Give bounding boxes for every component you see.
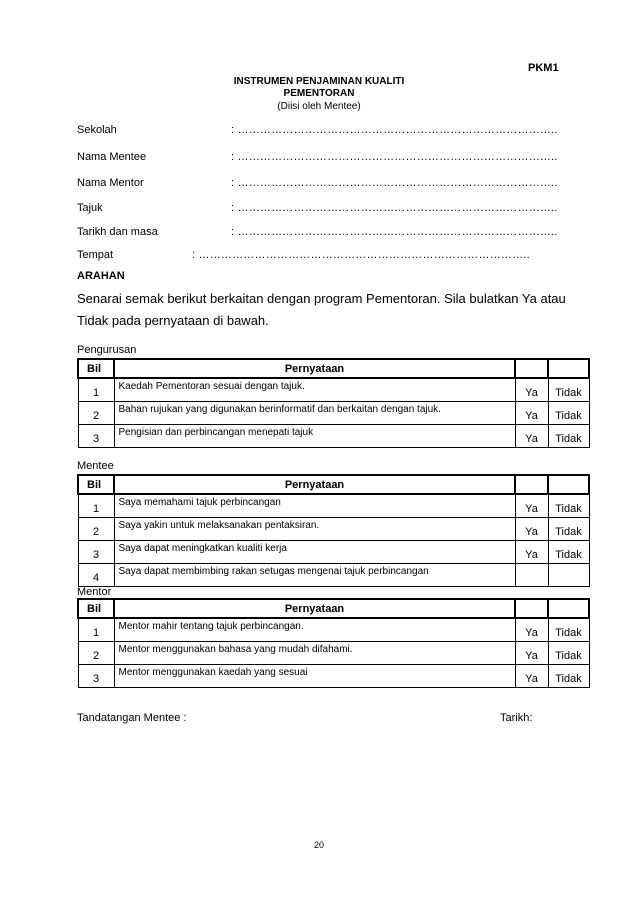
tidak-option[interactable]: Tidak	[548, 665, 589, 688]
table-row	[78, 618, 589, 642]
tidak-option[interactable]: Tidak	[548, 518, 589, 541]
ya-option[interactable]: Ya	[515, 642, 548, 665]
tidak-option[interactable]: Tidak	[548, 541, 589, 564]
tidak-option[interactable]: Tidak	[548, 402, 589, 425]
table-row	[78, 518, 589, 541]
ya-option[interactable]: Ya	[515, 494, 548, 518]
field-tajuk[interactable]: : …………………………………………………………………………..	[231, 202, 558, 214]
table-row	[78, 425, 589, 448]
column-header-bil: Bil	[78, 475, 114, 494]
statement-text: Mentor mahir tentang tajuk perbincangan.	[114, 618, 515, 642]
form-code: PKM1	[528, 62, 559, 74]
table-row	[78, 564, 589, 587]
table-pengurusan	[77, 358, 590, 448]
table-mentee	[77, 474, 590, 587]
column-header-blank	[515, 359, 548, 378]
field-nama-mentor[interactable]: : …………………………………………………………………………..	[231, 177, 558, 189]
row-number: 1	[78, 494, 114, 518]
arahan-heading: ARAHAN	[77, 270, 125, 282]
statement-text: Saya dapat membimbing rakan setugas mengenai tajuk perbincangan	[114, 564, 515, 587]
column-header-bil: Bil	[78, 359, 114, 378]
column-header-blank	[548, 475, 589, 494]
field-tempat[interactable]: : ……………………………………………………………………………..	[192, 249, 530, 261]
column-header-blank	[515, 599, 548, 618]
statement-text: Kaedah Pementoran sesuai dengan tajuk.	[114, 378, 515, 402]
statement-text: Saya yakin untuk melaksanakan pentaksiran.	[114, 518, 515, 541]
ya-option[interactable]: Ya	[515, 665, 548, 688]
section-label-pengurusan: Pengurusan	[77, 344, 137, 356]
field-label-tempat: Tempat	[77, 249, 114, 261]
ya-option[interactable]: Ya	[515, 618, 548, 642]
table-row	[78, 378, 589, 402]
form-subtitle: (Diisi oleh Mentee)	[277, 101, 361, 112]
page-number: 20	[313, 840, 324, 850]
ya-option[interactable]: Ya	[515, 425, 548, 448]
column-header-blank	[548, 359, 589, 378]
tidak-option[interactable]	[548, 564, 589, 587]
tidak-option[interactable]: Tidak	[548, 494, 589, 518]
ya-option[interactable]	[515, 564, 548, 587]
row-number: 2	[78, 642, 114, 665]
table-row	[78, 402, 589, 425]
form-title-line2: PEMENTORAN	[283, 88, 355, 99]
column-header-blank	[548, 599, 589, 618]
row-number: 3	[78, 425, 114, 448]
statement-text: Saya dapat meningkatkan kualiti kerja	[114, 541, 515, 564]
tidak-option[interactable]: Tidak	[548, 378, 589, 402]
column-header-bil: Bil	[78, 599, 114, 618]
row-number: 3	[78, 665, 114, 688]
column-header-pernyataan: Pernyataan	[114, 599, 515, 618]
field-label-tajuk: Tajuk	[77, 202, 103, 214]
field-tarikh-masa[interactable]: : …………………………………………………………………………..	[231, 226, 558, 238]
field-label-nama-mentee: Nama Mentee	[77, 151, 147, 163]
statement-text: Pengisian dan perbincangan menepati tajuk	[114, 425, 515, 448]
column-header-pernyataan: Pernyataan	[114, 359, 515, 378]
row-number: 2	[78, 518, 114, 541]
statement-text: Mentor menggunakan bahasa yang mudah difahami.	[114, 642, 515, 665]
table-mentor	[77, 598, 590, 688]
signature-mentee-label: Tandatangan Mentee :	[77, 712, 187, 724]
row-number: 1	[78, 378, 114, 402]
section-label-mentor: Mentor	[77, 586, 112, 598]
arahan-text: Senarai semak berikut berkaitan dengan program Pementoran. Sila bulatkan Ya atau Tidak pada pernyataan di bawah.	[77, 291, 566, 328]
section-label-mentee: Mentee	[77, 460, 114, 472]
column-header-blank	[515, 475, 548, 494]
statement-text: Mentor menggunakan kaedah yang sesuai	[114, 665, 515, 688]
field-label-sekolah: Sekolah	[77, 124, 117, 136]
signature-date-label: Tarikh:	[500, 712, 533, 724]
tidak-option[interactable]: Tidak	[548, 642, 589, 665]
field-nama-mentee[interactable]: : …………………………………………………………………………..	[231, 151, 558, 163]
field-sekolah[interactable]: : …………………………………………………………………………..	[231, 124, 558, 136]
ya-option[interactable]: Ya	[515, 402, 548, 425]
statement-text: Bahan rujukan yang digunakan berinformatif dan berkaitan dengan tajuk.	[114, 402, 515, 425]
row-number: 1	[78, 618, 114, 642]
table-row	[78, 494, 589, 518]
ya-option[interactable]: Ya	[515, 378, 548, 402]
row-number: 2	[78, 402, 114, 425]
table-row	[78, 642, 589, 665]
field-label-nama-mentor: Nama Mentor	[77, 177, 144, 189]
tidak-option[interactable]: Tidak	[548, 425, 589, 448]
table-row	[78, 665, 589, 688]
tidak-option[interactable]: Tidak	[548, 618, 589, 642]
row-number: 3	[78, 541, 114, 564]
table-row	[78, 541, 589, 564]
statement-text: Saya memahami tajuk perbincangan	[114, 494, 515, 518]
form-title: INSTRUMEN PENJAMINAN KUALITI	[233, 76, 405, 87]
ya-option[interactable]: Ya	[515, 518, 548, 541]
ya-option[interactable]: Ya	[515, 541, 548, 564]
field-label-tarikh-masa: Tarikh dan masa	[77, 226, 158, 238]
column-header-pernyataan: Pernyataan	[114, 475, 515, 494]
row-number: 4	[78, 564, 114, 587]
